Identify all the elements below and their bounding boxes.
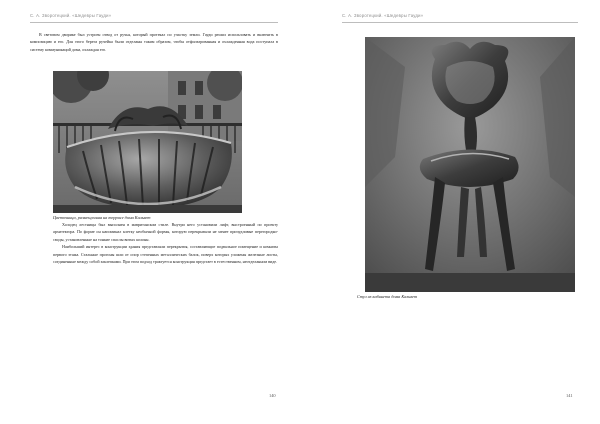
photo-caption: Стул из кабинета дома Кальвет <box>357 294 418 299</box>
running-head: С. А. Зворотецкий. «Шедевры Гауди» <box>342 13 424 18</box>
paragraph: В световом дворике был устроен отвод от ручья, который протекал по участку земли. Гауди решил использовать и включить в композицию и его. Для этого берега ручейка были отделаны таким образом, чтобы отфильтрованная и охлажденная вода поступала в систему коммуникаций дома, охлаждая его. <box>30 32 278 52</box>
intro-text <box>30 31 278 53</box>
page-number: 140 <box>269 393 276 398</box>
chair-photo <box>365 37 575 292</box>
photo-caption: Цветочница, размещенная на террасе дома Кальвет <box>53 215 151 220</box>
page-number: 141 <box>566 393 573 398</box>
flowerpot-image <box>53 71 242 213</box>
running-head: С. А. Зворотецкий. «Шедевры Гауди» <box>30 13 112 18</box>
chair-image <box>365 37 575 292</box>
paragraph: Холодец лестницы был выполнен в мавританском стиле. Внутри него установили лифт, выстроенный по проекту архитектора. По форме он напоминал клетку необычной формы, которую перекрывали не менее причудливые перегородки-своды, установленные на тонкие спаслы витых колонн. <box>53 222 278 242</box>
right-page <box>300 0 600 424</box>
flowerpot-photo <box>53 71 242 213</box>
header-rule <box>342 22 578 23</box>
body-text <box>53 221 278 266</box>
header-rule <box>30 22 278 23</box>
paragraph: Наибольший интерес в конструкции здания представляли перекрытия, составляющие подвальное помещение и комнаты первого этажа. Стальные прогоны шли от опор степенных металлических балок, поверх которых уложены железные листы, соединенные между собой заклепками. При этом подход трактуется конструкция предстает в естественном, неотделанном виде. <box>53 244 278 265</box>
